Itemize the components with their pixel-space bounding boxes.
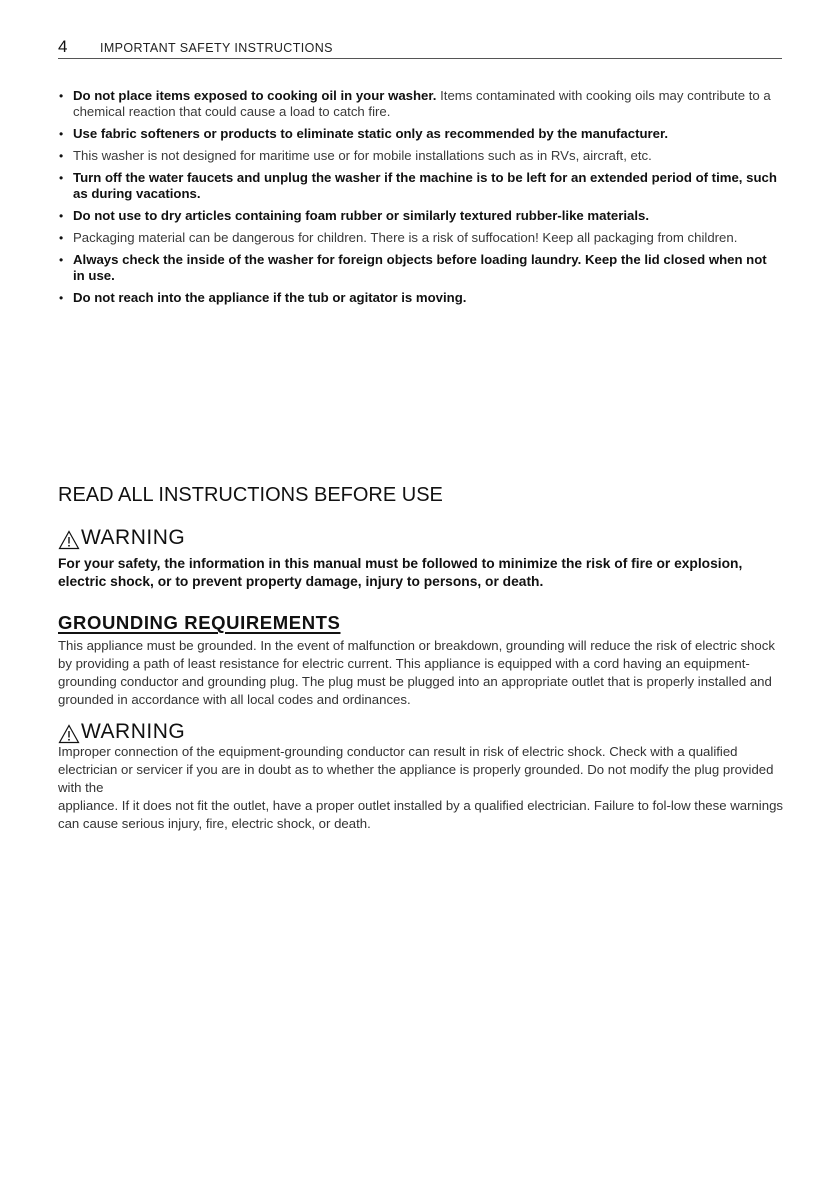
warning-2-text-line-2: appliance. If it does not fit the outlet, have a proper outlet installed by a qualified electrician. Failure to fol-low these warnings can cause serious injury, fire, electric shock, or death. (58, 798, 783, 831)
bullet-bold-text: Do not use to dry articles containing foam rubber or similarly textured rubber-like materials. (73, 208, 649, 223)
warning-heading (58, 526, 185, 550)
bullet-icon: • (59, 291, 64, 305)
bullet-bold-text: Always check the inside of the washer for foreign objects before loading laundry. Keep the lid closed when not in use. (73, 252, 767, 283)
list-item (58, 148, 782, 164)
bullet-icon: • (59, 253, 64, 267)
bullet-light-text: Items contaminated with cooking oils may contribute to a chemical reaction that could cause a load to catch fire. (73, 88, 771, 119)
warning-2-text-line-1: Improper connection of the equipment-grounding conductor can result in risk of electric shock. Check with a qualified electrician or servicer if you are in doubt as to whether the appliance is properly grounded. Do not modify the plug provided with the (58, 744, 774, 795)
warning-triangle-icon (58, 530, 80, 550)
bullet-icon: • (59, 231, 64, 245)
grounding-text: This appliance must be grounded. In the event of malfunction or breakdown, grounding will reduce the risk of electric shock by providing a path of least resistance for electric current. This appliance is equipped with a cord having an equipment-grounding conductor and grounding plug. The plug must be plugged into an appropriate outlet that is properly installed and grounded in accordance with all local codes and ordinances. (58, 638, 775, 707)
bullet-bold-text: Do not place items exposed to cooking oil in your washer. (73, 88, 437, 103)
page-number: 4 (58, 37, 68, 56)
bullet-light-text: Packaging material can be dangerous for children. There is a risk of suffocation! Keep all packaging from children. (73, 230, 738, 245)
list-item (58, 88, 782, 120)
warning-label: WARNING (81, 720, 186, 743)
bullet-icon: • (59, 149, 64, 163)
list-item (58, 170, 782, 202)
read-all-heading: READ ALL INSTRUCTIONS BEFORE USE (58, 484, 443, 506)
list-item (58, 252, 782, 284)
list-item (58, 126, 782, 142)
bullet-bold-text: Do not reach into the appliance if the tub or agitator is moving. (73, 290, 467, 305)
list-item (58, 290, 782, 306)
warning-2-text (58, 743, 784, 833)
page-header (58, 36, 782, 59)
bullet-bold-text: Use fabric softeners or products to eliminate static only as recommended by the manufacturer. (73, 126, 669, 141)
grounding-heading: GROUNDING REQUIREMENTS (58, 612, 341, 633)
list-item (58, 208, 782, 224)
warning-heading-2 (58, 720, 185, 744)
safety-bullet-list (58, 88, 782, 312)
section-title: IMPORTANT SAFETY INSTRUCTIONS (100, 41, 333, 55)
bullet-icon: • (59, 89, 64, 103)
bullet-icon: • (59, 209, 64, 223)
warning-label: WARNING (81, 526, 186, 549)
warning-triangle-icon (58, 724, 80, 744)
bullet-light-text: This washer is not designed for maritime use or for mobile installations such as in RVs, aircraft, etc. (73, 148, 652, 163)
bullet-icon: • (59, 127, 64, 141)
list-item (58, 230, 782, 246)
bullet-bold-text: Turn off the water faucets and unplug the washer if the machine is to be left for an extended period of time, such as during vacations. (73, 170, 777, 201)
warning-text: For your safety, the information in this manual must be followed to minimize the risk of fire or explosion, electric shock, or to prevent property damage, injury to persons, or death. (58, 556, 743, 589)
bullet-icon: • (59, 171, 64, 185)
